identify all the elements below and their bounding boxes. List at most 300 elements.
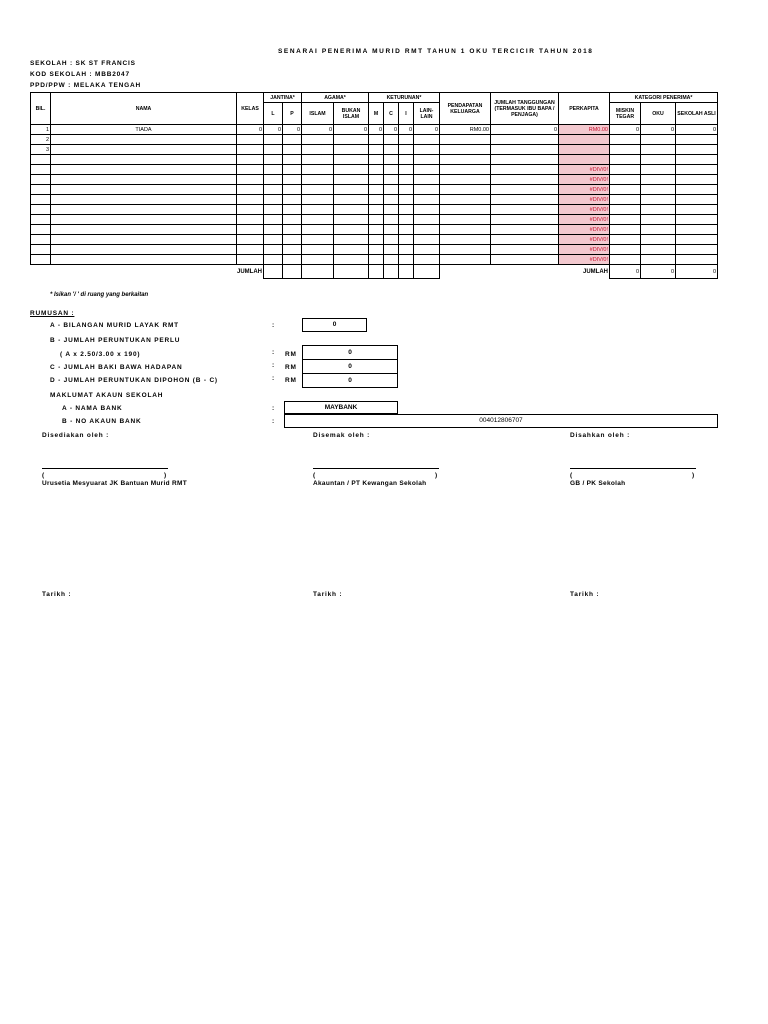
- cell-l: [264, 135, 283, 145]
- cell-c: [384, 245, 399, 255]
- cell-asli: [676, 225, 718, 235]
- sig-3-label: Disahkan oleh :: [570, 432, 631, 439]
- rumusan-b-label: B - JUMLAH PERUNTUKAN PERLU: [50, 337, 181, 344]
- cell-bukan: [334, 245, 369, 255]
- cell-p: 0: [283, 125, 302, 135]
- header-miskin: MISKIN TEGAR: [610, 103, 641, 125]
- sig-1-tarikh: Tarikh :: [42, 591, 72, 598]
- cell-asli: [676, 255, 718, 265]
- sig-3-tarikh: Tarikh :: [570, 591, 600, 598]
- sig-3-role: GB / PK Sekolah: [570, 480, 626, 487]
- cell-m: [369, 255, 384, 265]
- cell-perkapita: #DIV/0!: [559, 205, 610, 215]
- cell-perkapita: #DIV/0!: [559, 165, 610, 175]
- header-l: L: [264, 103, 283, 125]
- cell-kelas: [237, 145, 264, 155]
- cell-tanggungan: [491, 155, 559, 165]
- cell-islam: [302, 235, 334, 245]
- document-title: SENARAI PENERIMA MURID RMT TAHUN 1 OKU TERCICIR TAHUN 2018: [278, 48, 594, 55]
- cell-asli: [676, 195, 718, 205]
- cell-perkapita: [559, 155, 610, 165]
- cell-pendapatan: RM0.00: [440, 125, 491, 135]
- table-row: [31, 185, 718, 195]
- cell-nama: [51, 165, 237, 175]
- header-islam: ISLAM: [302, 103, 334, 125]
- cell-p: [283, 175, 302, 185]
- cell-kelas: [237, 155, 264, 165]
- cell-l: [264, 205, 283, 215]
- cell-islam: [302, 205, 334, 215]
- cell-islam: [302, 195, 334, 205]
- cell-asli: [676, 245, 718, 255]
- bank-name-label: A - NAMA BANK: [62, 405, 123, 412]
- cell-bukan: [334, 145, 369, 155]
- cell-bil: [31, 195, 51, 205]
- cell-bil: [31, 175, 51, 185]
- cell-l: [264, 215, 283, 225]
- cell-m: [369, 235, 384, 245]
- colon-b: :: [272, 349, 275, 356]
- cell-oku: [641, 235, 676, 245]
- cell-nama: [51, 255, 237, 265]
- cell-m: [369, 225, 384, 235]
- recipient-table: [30, 92, 718, 279]
- cell-i: [399, 225, 414, 235]
- header-p: P: [283, 103, 302, 125]
- sig-1-line: [42, 468, 168, 469]
- table-row: [31, 245, 718, 255]
- cell-l: [264, 185, 283, 195]
- cell-pendapatan: [440, 235, 491, 245]
- cell-m: [369, 205, 384, 215]
- cell-perkapita: RM0.00: [559, 125, 610, 135]
- bank-account-label: B - NO AKAUN BANK: [62, 418, 142, 425]
- cell-oku: [641, 205, 676, 215]
- cell-l: [264, 255, 283, 265]
- total-asli: 0: [676, 265, 718, 279]
- cell-bukan: [334, 205, 369, 215]
- colon-a: :: [272, 322, 275, 329]
- jumlah-right-label: JUMLAH: [583, 268, 608, 275]
- cell-lain: [414, 135, 440, 145]
- header-kategori: KATEGORI PENERIMA*: [610, 93, 718, 103]
- cell-i: [399, 215, 414, 225]
- cell-bil: [31, 245, 51, 255]
- cell-islam: [302, 145, 334, 155]
- cell-kelas: [237, 255, 264, 265]
- cell-tanggungan: [491, 255, 559, 265]
- cell-tanggungan: [491, 215, 559, 225]
- colon-bank-account: :: [272, 418, 275, 425]
- header-kelas: KELAS: [237, 93, 264, 125]
- cell-pendapatan: [440, 155, 491, 165]
- sig-1-role: Urusetia Mesyuarat JK Bantuan Murid RMT: [42, 480, 187, 487]
- school-ppd: PPD/PPW : MELAKA TENGAH: [30, 82, 141, 89]
- cell-lain: [414, 245, 440, 255]
- cell-lain: [414, 165, 440, 175]
- cell-bil: [31, 205, 51, 215]
- header-nama: NAMA: [51, 93, 237, 125]
- cell-p: [283, 185, 302, 195]
- table-row: [31, 235, 718, 245]
- cell-pendapatan: [440, 245, 491, 255]
- cell-miskin: [610, 245, 641, 255]
- table-row: [31, 125, 718, 135]
- cell-i: [399, 145, 414, 155]
- cell-pendapatan: [440, 165, 491, 175]
- cell-oku: [641, 195, 676, 205]
- cell-miskin: [610, 225, 641, 235]
- cell-m: [369, 215, 384, 225]
- sig-3-line: [570, 468, 696, 469]
- cell-nama: [51, 225, 237, 235]
- cell-c: 0: [384, 125, 399, 135]
- cell-i: [399, 155, 414, 165]
- cell-l: [264, 145, 283, 155]
- cell-miskin: [610, 135, 641, 145]
- cell-asli: [676, 155, 718, 165]
- cell-tanggungan: [491, 245, 559, 255]
- cell-lain: [414, 145, 440, 155]
- cell-nama: [51, 145, 237, 155]
- cell-i: [399, 255, 414, 265]
- cell-kelas: [237, 165, 264, 175]
- cell-miskin: [610, 145, 641, 155]
- cell-i: [399, 135, 414, 145]
- cell-c: [384, 175, 399, 185]
- cell-tanggungan: [491, 175, 559, 185]
- cell-bil: [31, 235, 51, 245]
- cell-bil: 1: [31, 125, 51, 135]
- cell-bukan: [334, 135, 369, 145]
- cell-islam: [302, 155, 334, 165]
- cell-tanggungan: [491, 235, 559, 245]
- header-lain: LAIN-LAIN: [414, 103, 440, 125]
- cell-tanggungan: [491, 195, 559, 205]
- cell-c: [384, 215, 399, 225]
- cell-lain: [414, 255, 440, 265]
- cell-asli: [676, 235, 718, 245]
- header-asli: SEKOLAH ASLI: [676, 103, 718, 125]
- header-i: I: [399, 103, 414, 125]
- cell-kelas: [237, 245, 264, 255]
- cell-miskin: [610, 165, 641, 175]
- school-code: KOD SEKOLAH : MBB2047: [30, 71, 130, 78]
- cell-bukan: [334, 255, 369, 265]
- cell-perkapita: #DIV/0!: [559, 225, 610, 235]
- cell-islam: [302, 165, 334, 175]
- cell-m: [369, 185, 384, 195]
- bank-account-value: 004012806707: [284, 414, 718, 428]
- cell-l: [264, 195, 283, 205]
- cell-miskin: [610, 195, 641, 205]
- cell-m: [369, 175, 384, 185]
- jumlah-label: JUMLAH: [237, 268, 262, 275]
- rumusan-heading: RUMUSAN :: [30, 310, 75, 317]
- cell-nama: [51, 185, 237, 195]
- cell-bil: [31, 155, 51, 165]
- cell-bukan: [334, 225, 369, 235]
- cell-bukan: [334, 215, 369, 225]
- cell-i: [399, 175, 414, 185]
- cell-miskin: [610, 175, 641, 185]
- cell-tanggungan: [491, 205, 559, 215]
- table-row: [31, 215, 718, 225]
- cell-lain: [414, 215, 440, 225]
- cell-m: [369, 195, 384, 205]
- header-c: C: [384, 103, 399, 125]
- cell-i: [399, 195, 414, 205]
- cell-p: [283, 235, 302, 245]
- cell-l: [264, 165, 283, 175]
- cell-l: [264, 155, 283, 165]
- cell-tanggungan: 0: [491, 125, 559, 135]
- total-miskin: 0: [610, 265, 641, 279]
- cell-l: [264, 175, 283, 185]
- cell-bukan: [334, 175, 369, 185]
- cell-m: [369, 145, 384, 155]
- cell-pendapatan: [440, 205, 491, 215]
- table-row: [31, 255, 718, 265]
- cell-bil: [31, 185, 51, 195]
- cell-p: [283, 165, 302, 175]
- cell-kelas: [237, 135, 264, 145]
- cell-l: [264, 245, 283, 255]
- cell-kelas: 0: [237, 125, 264, 135]
- cell-lain: [414, 185, 440, 195]
- cell-asli: [676, 145, 718, 155]
- cell-m: [369, 245, 384, 255]
- cell-bil: 3: [31, 145, 51, 155]
- cell-miskin: 0: [610, 125, 641, 135]
- cell-l: 0: [264, 125, 283, 135]
- cell-asli: [676, 205, 718, 215]
- cell-c: [384, 205, 399, 215]
- cell-nama: [51, 215, 237, 225]
- sig-2-tarikh: Tarikh :: [313, 591, 343, 598]
- header-bil: BIL.: [31, 93, 51, 125]
- cell-pendapatan: [440, 185, 491, 195]
- cell-i: [399, 235, 414, 245]
- rm-b: RM: [285, 351, 297, 358]
- table-row: [31, 225, 718, 235]
- header-oku: OKU: [641, 103, 676, 125]
- cell-asli: [676, 165, 718, 175]
- sig-2-close: ): [435, 472, 438, 479]
- cell-asli: [676, 215, 718, 225]
- sig-3-open: (: [570, 472, 573, 479]
- cell-i: [399, 185, 414, 195]
- cell-nama: [51, 205, 237, 215]
- cell-lain: [414, 195, 440, 205]
- cell-miskin: [610, 155, 641, 165]
- header-tanggungan: JUMLAH TANGGUNGAN (TERMASUK IBU BAPA / PENJAGA): [491, 93, 559, 125]
- sig-1-close: ): [164, 472, 167, 479]
- cell-islam: [302, 245, 334, 255]
- cell-pendapatan: [440, 135, 491, 145]
- cell-nama: [51, 245, 237, 255]
- cell-miskin: [610, 185, 641, 195]
- cell-tanggungan: [491, 165, 559, 175]
- cell-oku: [641, 155, 676, 165]
- cell-p: [283, 135, 302, 145]
- colon-c: :: [272, 362, 275, 369]
- cell-nama: [51, 235, 237, 245]
- total-oku: 0: [641, 265, 676, 279]
- cell-c: [384, 185, 399, 195]
- cell-kelas: [237, 225, 264, 235]
- cell-islam: [302, 225, 334, 235]
- cell-p: [283, 255, 302, 265]
- cell-i: [399, 165, 414, 175]
- cell-m: [369, 155, 384, 165]
- rumusan-a-value: 0: [302, 318, 367, 332]
- table-row: [31, 165, 718, 175]
- cell-asli: [676, 135, 718, 145]
- cell-miskin: [610, 235, 641, 245]
- school-name: SEKOLAH : SK ST FRANCIS: [30, 60, 136, 67]
- table-row: [31, 175, 718, 185]
- cell-kelas: [237, 185, 264, 195]
- cell-c: [384, 255, 399, 265]
- cell-p: [283, 155, 302, 165]
- cell-tanggungan: [491, 135, 559, 145]
- cell-asli: [676, 175, 718, 185]
- cell-i: [399, 205, 414, 215]
- rumusan-c-value: 0: [303, 360, 397, 374]
- cell-miskin: [610, 205, 641, 215]
- cell-lain: [414, 205, 440, 215]
- header-perkapita: PERKAPITA: [559, 93, 610, 125]
- cell-p: [283, 225, 302, 235]
- header-jantina: JANTINA*: [264, 93, 302, 103]
- cell-p: [283, 195, 302, 205]
- cell-c: [384, 155, 399, 165]
- cell-kelas: [237, 215, 264, 225]
- cell-p: [283, 215, 302, 225]
- cell-miskin: [610, 215, 641, 225]
- cell-perkapita: [559, 145, 610, 155]
- cell-p: [283, 245, 302, 255]
- cell-kelas: [237, 175, 264, 185]
- cell-bukan: [334, 235, 369, 245]
- colon-bank-name: :: [272, 405, 275, 412]
- cell-bukan: 0: [334, 125, 369, 135]
- cell-bukan: [334, 195, 369, 205]
- sig-2-label: Disemak oleh :: [313, 432, 371, 439]
- cell-lain: [414, 155, 440, 165]
- header-bukan-islam: BUKAN ISLAM: [334, 103, 369, 125]
- sig-1-open: (: [42, 472, 45, 479]
- cell-pendapatan: [440, 215, 491, 225]
- sig-2-line: [313, 468, 439, 469]
- sig-2-role: Akauntan / PT Kewangan Sekolah: [313, 480, 427, 487]
- cell-m: 0: [369, 125, 384, 135]
- table-row: [31, 135, 718, 145]
- cell-c: [384, 135, 399, 145]
- header-m: M: [369, 103, 384, 125]
- cell-perkapita: #DIV/0!: [559, 255, 610, 265]
- cell-pendapatan: [440, 195, 491, 205]
- cell-perkapita: #DIV/0!: [559, 195, 610, 205]
- rumusan-d-label: D - JUMLAH PERUNTUKAN DIPOHON (B - C): [50, 377, 218, 384]
- cell-islam: [302, 185, 334, 195]
- cell-perkapita: #DIV/0!: [559, 185, 610, 195]
- cell-oku: [641, 145, 676, 155]
- cell-asli: [676, 185, 718, 195]
- rumusan-b-value: 0: [303, 346, 397, 360]
- cell-kelas: [237, 195, 264, 205]
- cell-oku: [641, 135, 676, 145]
- cell-islam: [302, 255, 334, 265]
- cell-bukan: [334, 165, 369, 175]
- cell-lain: 0: [414, 125, 440, 135]
- cell-oku: [641, 225, 676, 235]
- cell-bil: [31, 255, 51, 265]
- cell-tanggungan: [491, 225, 559, 235]
- header-keturunan: KETURUNAN*: [369, 93, 440, 103]
- cell-kelas: [237, 205, 264, 215]
- cell-pendapatan: [440, 145, 491, 155]
- cell-oku: [641, 255, 676, 265]
- header-pendapatan: PENDAPATAN KELUARGA: [440, 93, 491, 125]
- cell-islam: 0: [302, 125, 334, 135]
- cell-i: 0: [399, 125, 414, 135]
- cell-pendapatan: [440, 175, 491, 185]
- rm-d: RM: [285, 377, 297, 384]
- header-agama: AGAMA*: [302, 93, 369, 103]
- cell-perkapita: [559, 135, 610, 145]
- table-row: [31, 155, 718, 165]
- cell-l: [264, 225, 283, 235]
- cell-nama: TIADA: [51, 125, 237, 135]
- cell-c: [384, 165, 399, 175]
- sig-1-label: Disediakan oleh :: [42, 432, 110, 439]
- cell-perkapita: #DIV/0!: [559, 215, 610, 225]
- cell-bil: 2: [31, 135, 51, 145]
- rumusan-d-value: 0: [348, 377, 352, 384]
- bank-heading: MAKLUMAT AKAUN SEKOLAH: [50, 392, 164, 399]
- rumusan-bcd-boxes: [302, 345, 398, 388]
- cell-oku: [641, 185, 676, 195]
- note: * Isikan '/ ' di ruang yang berkaitan: [50, 292, 149, 298]
- cell-l: [264, 235, 283, 245]
- cell-bil: [31, 165, 51, 175]
- cell-c: [384, 225, 399, 235]
- cell-perkapita: #DIV/0!: [559, 235, 610, 245]
- rumusan-b-formula: ( A x 2.50/3.00 x 190): [60, 351, 141, 358]
- cell-islam: [302, 135, 334, 145]
- cell-oku: [641, 165, 676, 175]
- cell-bukan: [334, 155, 369, 165]
- cell-asli: 0: [676, 125, 718, 135]
- cell-bil: [31, 215, 51, 225]
- cell-nama: [51, 155, 237, 165]
- table-row: [31, 205, 718, 215]
- cell-nama: [51, 135, 237, 145]
- cell-lain: [414, 235, 440, 245]
- cell-oku: [641, 245, 676, 255]
- cell-bukan: [334, 185, 369, 195]
- colon-d: :: [272, 375, 275, 382]
- cell-perkapita: #DIV/0!: [559, 175, 610, 185]
- cell-miskin: [610, 255, 641, 265]
- cell-c: [384, 145, 399, 155]
- cell-islam: [302, 175, 334, 185]
- rm-c: RM: [285, 364, 297, 371]
- cell-tanggungan: [491, 145, 559, 155]
- bank-name-value: MAYBANK: [284, 401, 398, 414]
